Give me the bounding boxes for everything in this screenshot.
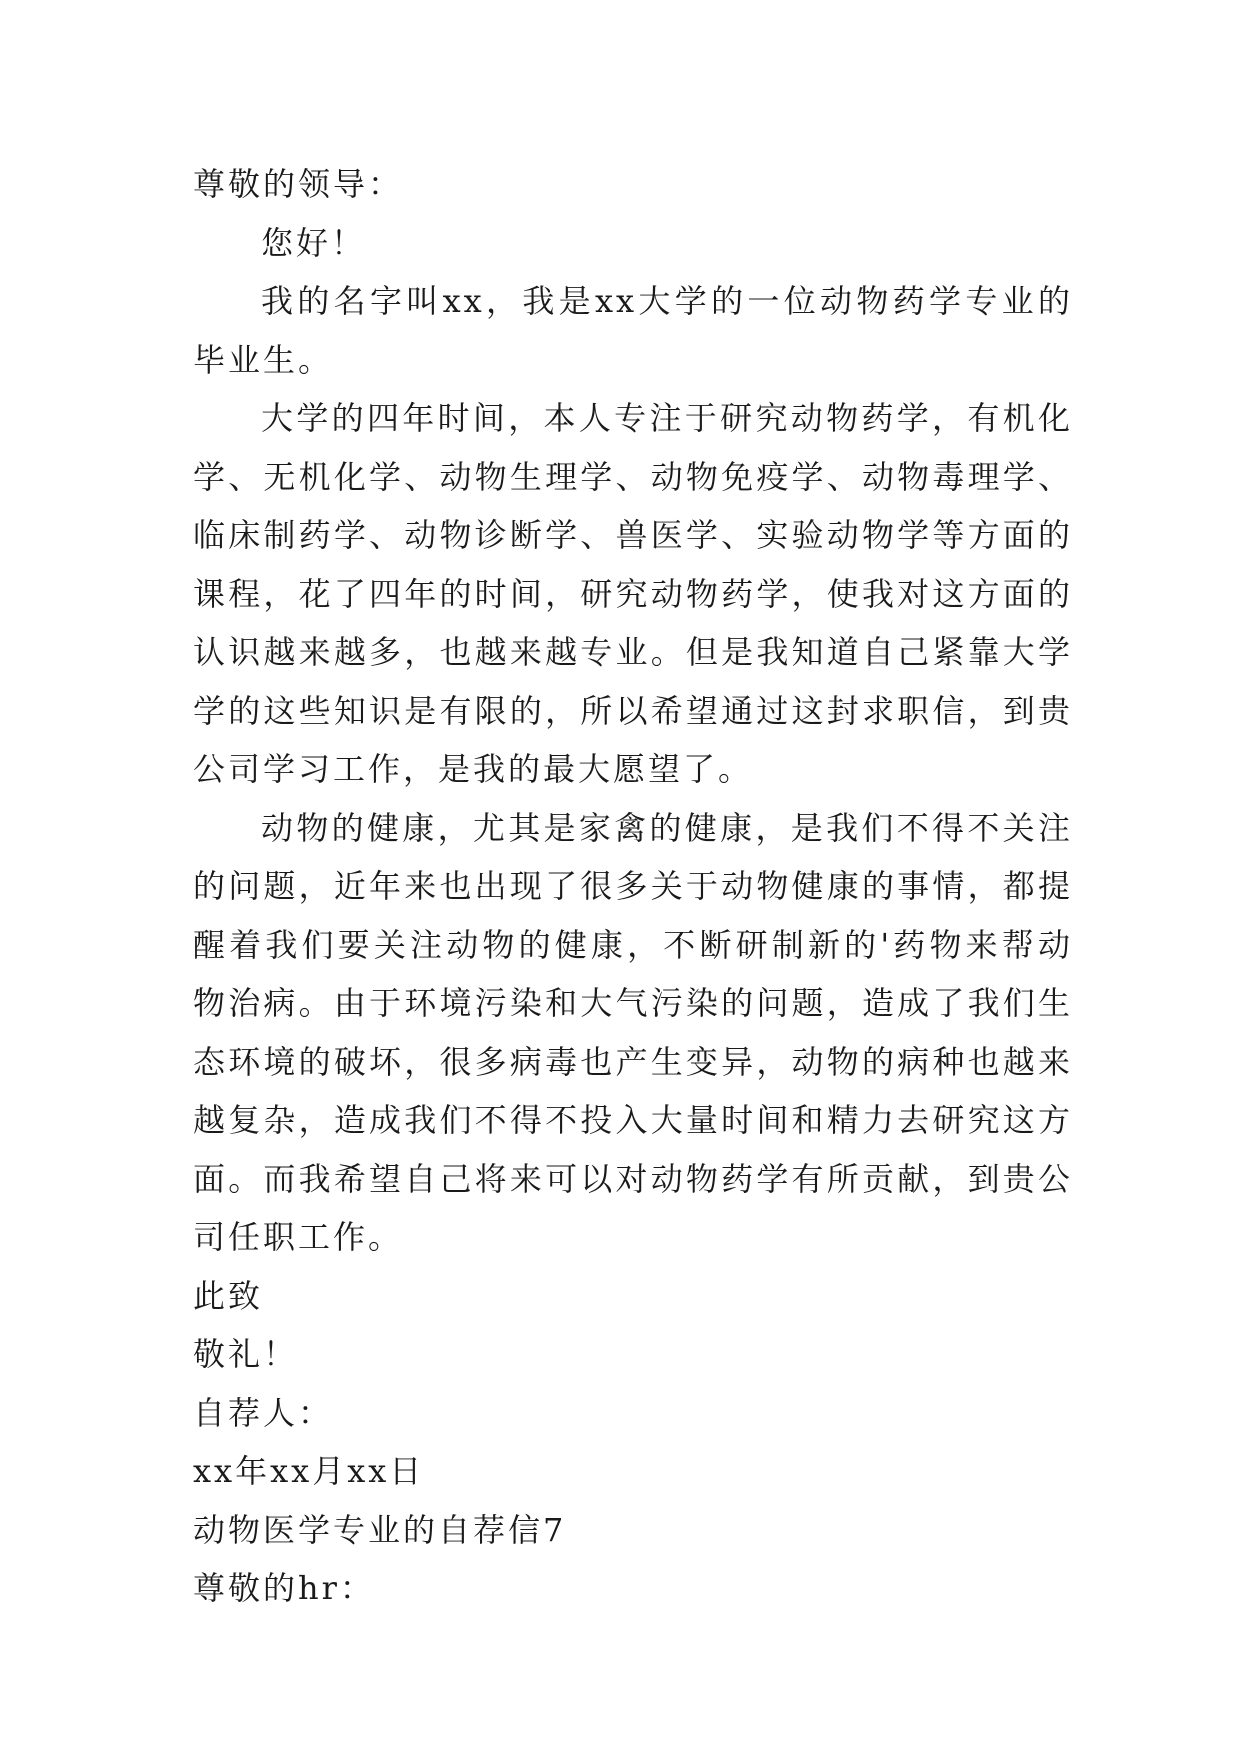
date-line: xx年xx月xx日	[193, 1452, 425, 1490]
letter-body	[193, 155, 1073, 1618]
paragraph-motivation: 动物的健康，尤其是家禽的健康，是我们不得不关注的问题，近年来也出现了很多关于动物健康的事情，都提醒着我们要关注动物的健康，不断研制新的'药物来帮动物治病。由于环境污染和大气污染的问题，造成了我们生态环境的破坏，很多病毒也产生变异，动物的病种也越来越复杂，造成我们不得不投入大量时间和精力去研究这方面。而我希望自己将来可以对动物药学有所贡献，到贵公司任职工作。	[193, 808, 1073, 1256]
next-letter-salutation: 尊敬的hr：	[193, 1569, 375, 1607]
next-letter-heading: 动物医学专业的自荐信7	[193, 1510, 567, 1549]
greeting: 您好！	[261, 223, 367, 262]
salutation: 尊敬的领导：	[193, 165, 404, 203]
closing-line-1: 此致	[193, 1276, 264, 1315]
signer-label: 自荐人：	[193, 1393, 334, 1432]
paragraph-studies: 大学的四年时间，本人专注于研究动物药学，有机化学、无机化学、动物生理学、动物免疫学、动物毒理学、临床制药学、动物诊断学、兽医学、实验动物学等方面的课程，花了四年的时间，研究动物药学，使我对这方面的认识越来越多，也越来越专业。但是我知道自己紧靠大学学的这些知识是有限的，所以希望通过这封求职信，到贵公司学习工作，是我的最大愿望了。	[193, 399, 1073, 788]
closing-line-2: 敬礼！	[193, 1335, 299, 1373]
paragraph-intro: 我的名字叫xx，我是xx大学的一位动物药学专业的毕业生。	[193, 282, 1073, 379]
